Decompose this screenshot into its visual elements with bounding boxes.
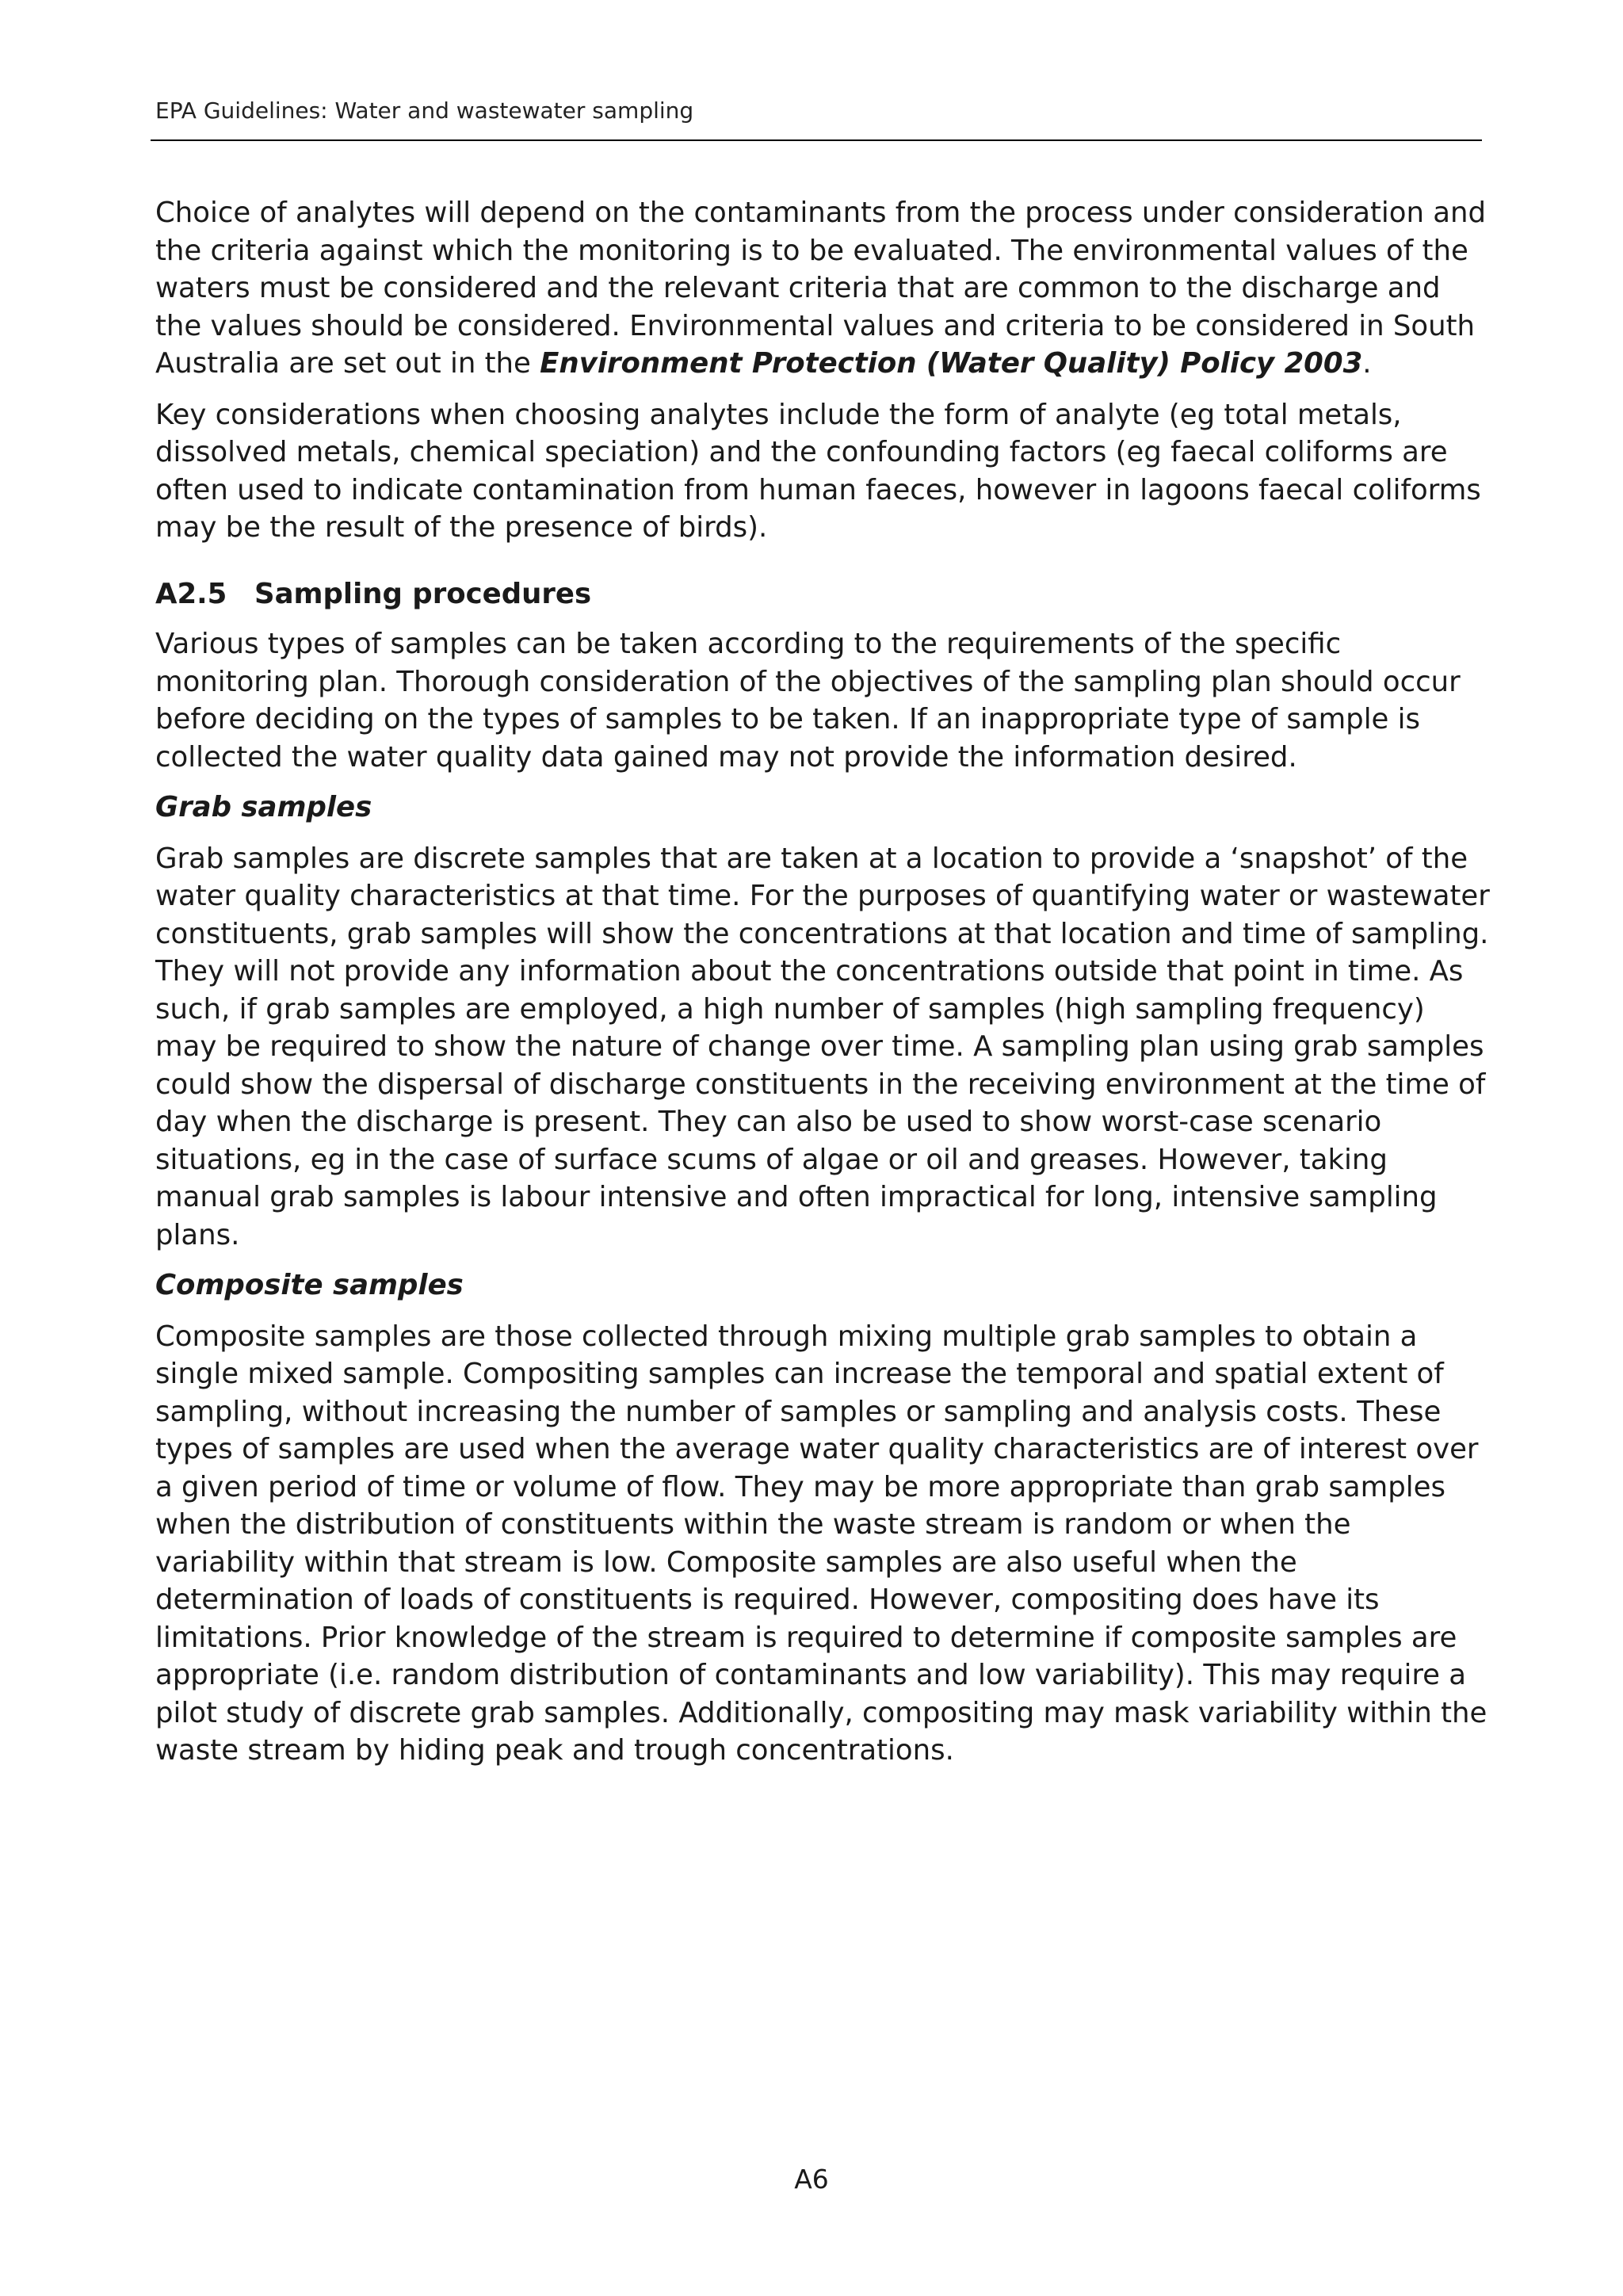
composite-samples-paragraph: Composite samples are those collected through mixing multiple grab samples to obtain a single mixed sample. Compositing samples can increase the temporal and spatial extent of sampling, without increasing the number of samples or sampling and analysis costs. These types of samples are used when the average water quality characteristics are of interest over a given period of time or volume of flow. They may be more appropriate than grab samples when the distribution of constituents within the waste stream is random or when the variability within that stream is low. Composite samples are also useful when the determination of loads of constituents is required. However, compositing does have its limitations. Prior knowledge of the stream is required to determine if composite samples are appropriate (i.e. random distribution of contaminants and low variability). This may require a pilot study of discrete grab samples. Additionally, compositing may mask variability within the waste stream by hiding peak and trough concentrations. xyxy=(155,1320,1487,1767)
header-rule xyxy=(151,139,1482,141)
composite-samples-heading: Composite samples xyxy=(155,1269,464,1301)
intro-paragraph-1-end: . xyxy=(1362,347,1372,380)
page-number: A6 xyxy=(794,2164,829,2195)
intro-paragraph-2: Key considerations when choosing analytes include the form of analyte (eg total metals, dissolved metals, chemical speciation) and the confounding factors (eg faecal coliforms are often used to indicate contamination from human faeces, however in lagoons faecal coliforms may be the result of the presence of birds). xyxy=(155,398,1481,544)
page-body xyxy=(155,194,1495,1770)
section-title: Sampling procedures xyxy=(254,577,592,610)
section-heading xyxy=(155,575,1495,613)
section-number: A2.5 xyxy=(155,577,227,610)
grab-samples-heading: Grab samples xyxy=(155,791,372,823)
intro-paragraph-1 xyxy=(155,194,1495,383)
policy-reference: Environment Protection (Water Quality) Policy 2003 xyxy=(540,347,1363,380)
section-intro-paragraph: Various types of samples can be taken according to the requirements of the specific monitoring plan. Thorough consideration of the objectives of the sampling plan should occur before deciding on the types of samples to be taken. If an inappropriate type of sample is collected the water quality data gained may not provide the information desired. xyxy=(155,628,1461,774)
intro-paragraph-1-text: Choice of analytes will depend on the contaminants from the process under consideration and the criteria against which the monitoring is to be evaluated. The environmental values of the waters must be considered and the relevant criteria that are common to the discharge and the values should be considered. Environmental values and criteria to be considered in South Australia are set out in the xyxy=(155,197,1487,380)
grab-samples-paragraph: Grab samples are discrete samples that are taken at a location to provide a ‘snapshot’ of the water quality characteristics at that time. For the purposes of quantifying water or wastewater constituents, grab samples will show the concentrations at that location and time of sampling. They will not provide any information about the concentrations outside that point in time. As such, if grab samples are employed, a high number of samples (high sampling frequency) may be required to show the nature of change over time. A sampling plan using grab samples could show the dispersal of discharge constituents in the receiving environment at the time of day when the discharge is present. They can also be used to show worst-case scenario situations, eg in the case of surface scums of algae or oil and greases. However, taking manual grab samples is labour intensive and often impractical for long, intensive sampling plans. xyxy=(155,842,1490,1251)
running-header: EPA Guidelines: Water and wastewater sampling xyxy=(155,97,694,124)
